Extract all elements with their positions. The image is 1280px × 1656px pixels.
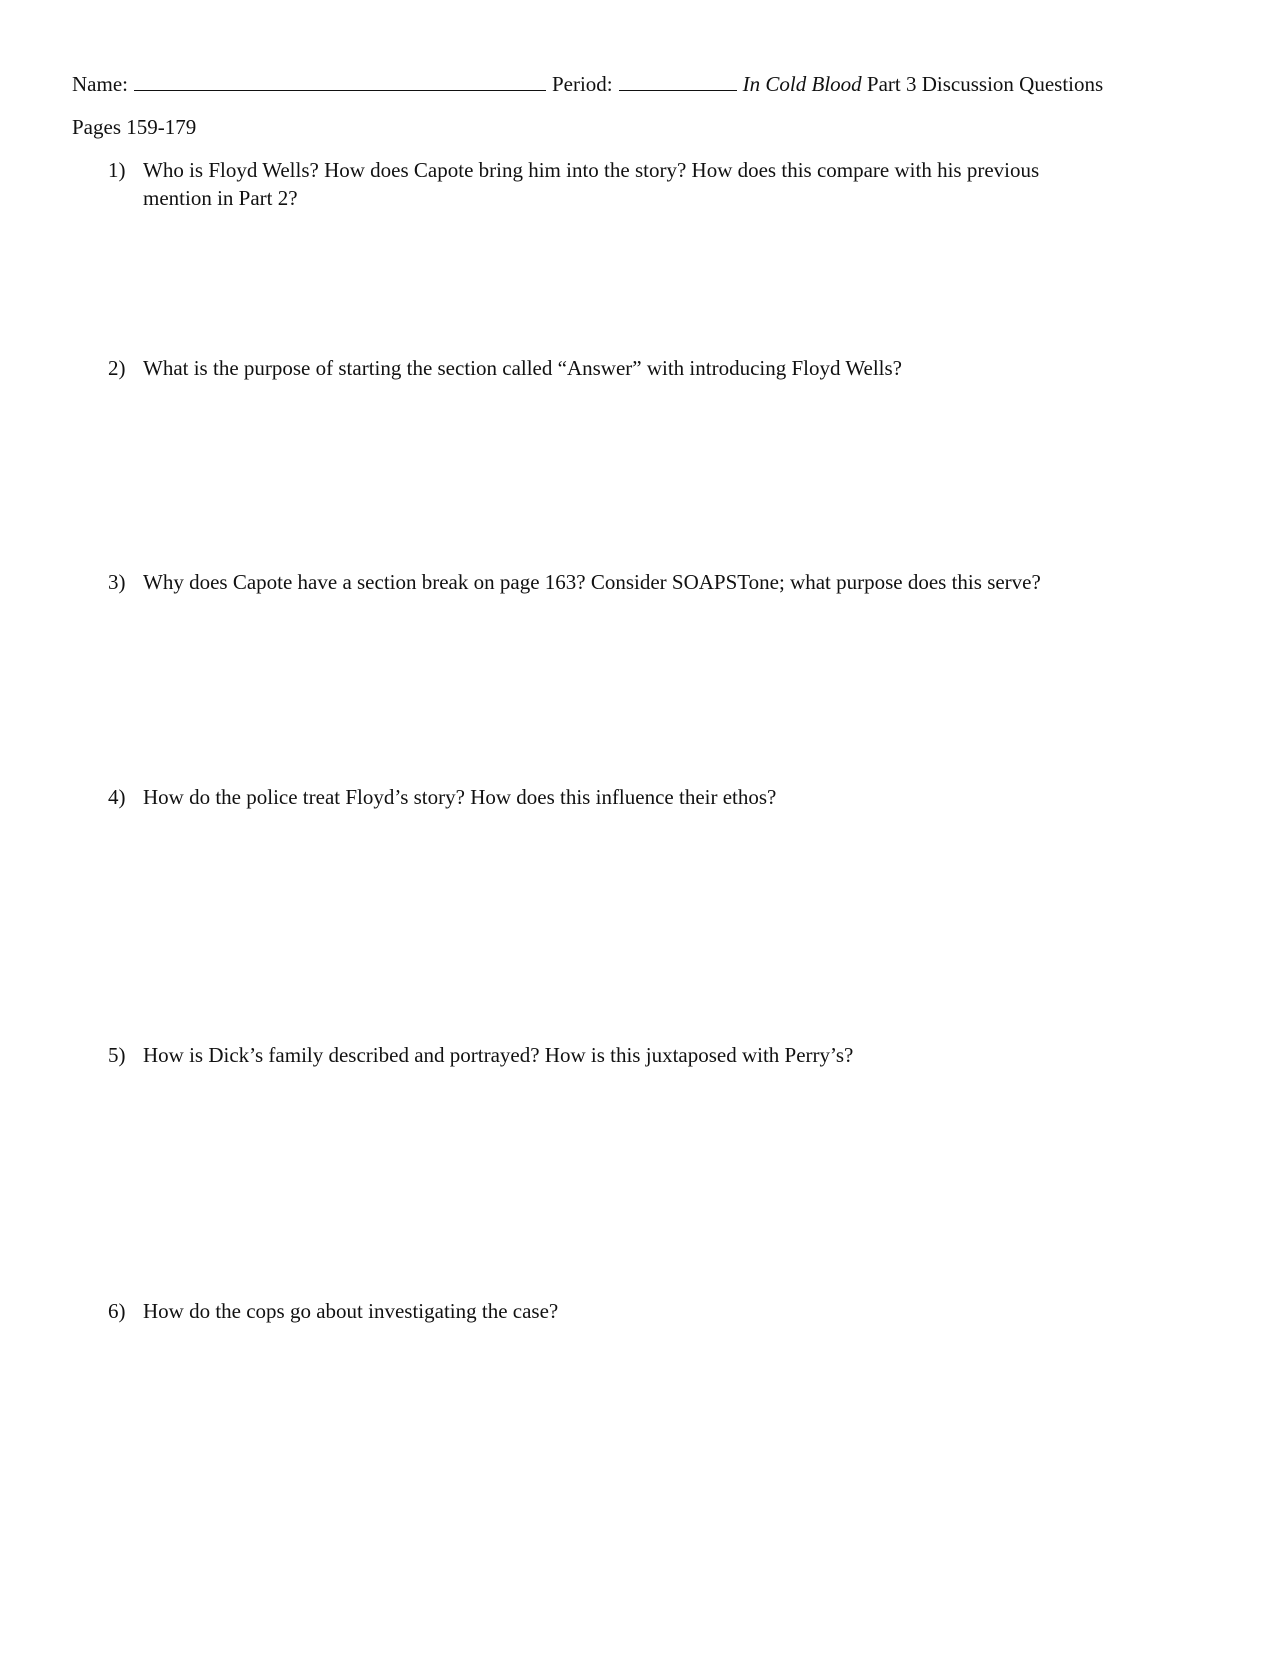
question-number: 3) <box>108 570 126 594</box>
question-text: Who is Floyd Wells? How does Capote bring him into the story? How does this compare with his previous mention in Part 2? <box>143 158 1040 210</box>
question-number: 6) <box>108 1299 126 1323</box>
question-5 <box>108 1041 1108 1069</box>
question-text: How do the police treat Floyd’s story? How does this influence their ethos? <box>143 785 777 809</box>
question-text: Why does Capote have a section break on page 163? Consider SOAPSTone; what purpose does this serve? <box>143 570 1041 594</box>
worksheet-title: Part 3 Discussion Questions <box>866 72 1104 96</box>
book-title: In Cold Blood <box>742 72 862 96</box>
question-number: 2) <box>108 356 126 380</box>
header-line <box>72 72 1103 97</box>
page-range: Pages 159-179 <box>72 115 197 139</box>
question-number: 4) <box>108 785 126 809</box>
question-text: How do the cops go about investigating the case? <box>143 1299 559 1323</box>
question-2 <box>108 354 1108 382</box>
name-label: Name: <box>72 72 128 96</box>
question-number: 1) <box>108 158 126 182</box>
period-label: Period: <box>551 72 613 96</box>
question-3 <box>108 568 1108 596</box>
question-text: What is the purpose of starting the section called “Answer” with introducing Floyd Wells? <box>143 356 902 380</box>
question-6 <box>108 1297 1108 1325</box>
question-text: How is Dick’s family described and portrayed? How is this juxtaposed with Perry’s? <box>143 1043 854 1067</box>
period-blank <box>619 72 737 91</box>
question-4 <box>108 783 1108 811</box>
question-number: 5) <box>108 1043 126 1067</box>
question-1 <box>108 156 1108 212</box>
name-blank <box>134 72 546 91</box>
